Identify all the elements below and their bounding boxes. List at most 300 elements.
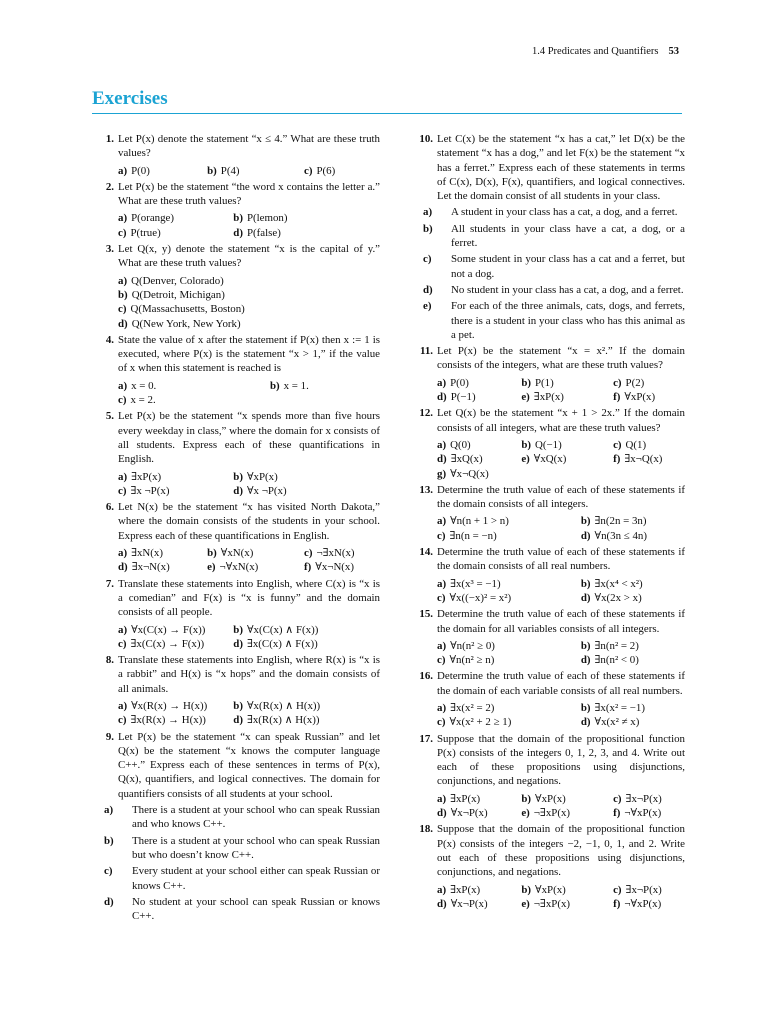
- exercise-number: 2.: [105, 180, 114, 193]
- part-label: c): [118, 394, 127, 407]
- exercise-number: 3.: [105, 243, 114, 256]
- part-text: x = 1.: [283, 379, 309, 392]
- part-label: d): [580, 654, 591, 667]
- part-label: a): [437, 438, 447, 451]
- exercise-item: [415, 132, 685, 342]
- exercise-part: [437, 390, 521, 404]
- part-label: c): [613, 376, 622, 389]
- part-label: b): [207, 547, 217, 560]
- part-text: ∀xQ(x): [533, 453, 567, 466]
- exercise-parts: [118, 379, 380, 408]
- part-text: Q(Detroit, Michigan): [131, 288, 225, 301]
- part-label: b): [521, 376, 531, 389]
- exercise-subpart: [423, 283, 685, 297]
- part-label: b): [521, 883, 531, 896]
- exercise-stem: Determine the truth value of each of these statements if the domain of each variable consists of all real numbers.: [437, 670, 685, 697]
- exercise-parts: [118, 699, 380, 728]
- exercise-part: [437, 438, 521, 452]
- part-text: ¬∀xN(x): [219, 561, 259, 574]
- exercise-part: [118, 379, 270, 393]
- part-label: a): [437, 639, 447, 652]
- part-text: ∃x(R(x) → H(x)): [130, 714, 206, 727]
- exercise-part: [270, 379, 380, 393]
- part-label: c): [613, 438, 622, 451]
- exercise-part: [207, 164, 304, 178]
- part-text: P(4): [220, 164, 240, 177]
- exercise-part: [437, 715, 581, 729]
- exercise-parts: [437, 639, 685, 668]
- exercise-part: [304, 164, 380, 178]
- exercise-item: [96, 333, 380, 407]
- part-text: x = 0.: [131, 379, 157, 392]
- part-text: No student in your class has a cat, a dog, and a ferret.: [451, 283, 684, 296]
- exercise-stem: Translate these statements into English, where R(x) is “x is a rabbit” and H(x) is “x hops” and the domain consists of all animals.: [118, 654, 380, 695]
- part-label: a): [437, 883, 447, 896]
- part-label: d): [118, 317, 128, 330]
- part-text: ∀xP(x): [624, 391, 656, 404]
- exercise-part: [521, 792, 613, 806]
- exercise-part: [613, 883, 685, 897]
- exercise-part: [118, 470, 233, 484]
- part-text: ∃n(n² = 2): [594, 639, 639, 652]
- part-text: ∃x(R(x) ∧ H(x)): [246, 714, 320, 727]
- part-label: a): [118, 164, 128, 177]
- part-text: ∀x ¬P(x): [246, 484, 287, 497]
- exercise-stem: Let P(x) be the statement “x = x².” If the domain consists of the integers, what are these truth values?: [437, 345, 685, 372]
- exercise-part: [437, 529, 581, 543]
- exercise-number: 9.: [105, 730, 114, 743]
- exercise-stem: Let P(x) denote the statement “x ≤ 4.” What are these truth values?: [118, 133, 380, 160]
- part-label: b): [233, 470, 243, 483]
- exercise-part: [207, 546, 304, 560]
- exercise-part: [437, 591, 581, 605]
- exercise-subpart: [104, 803, 380, 832]
- exercise-part: [437, 376, 521, 390]
- page-title: Exercises: [92, 88, 168, 109]
- part-label: c): [437, 716, 446, 729]
- title-rule: [92, 113, 682, 114]
- exercise-part: [437, 653, 581, 667]
- part-text: All students in your class have a cat, a dog, or a ferret.: [451, 222, 685, 250]
- page-number: 53: [668, 46, 679, 57]
- exercise-parts: [118, 623, 380, 652]
- exercise-stem: Suppose that the domain of the propositional function P(x) consists of the integers −2, −1, 0, 1, and 2. Write out each of these propositions using disjunctions, conjunctions, and negations.: [437, 823, 685, 879]
- exercise-item: [415, 607, 685, 667]
- part-label: d): [233, 637, 243, 650]
- exercise-item: [96, 653, 380, 727]
- exercise-number: 4.: [105, 333, 114, 346]
- part-text: Q(Massachusetts, Boston): [130, 303, 245, 316]
- part-text: P(2): [625, 376, 645, 389]
- part-text: P(orange): [131, 212, 175, 225]
- exercise-part: [118, 484, 233, 498]
- part-text: ∀x¬P(x): [450, 897, 488, 910]
- part-label: b): [104, 834, 114, 847]
- exercise-part: [233, 699, 380, 713]
- exercise-part: [437, 514, 581, 528]
- part-label: e): [521, 897, 530, 910]
- part-text: A student in your class has a cat, a dog, and a ferret.: [451, 206, 678, 219]
- part-text: P(0): [450, 376, 469, 389]
- section-title: 1.4 Predicates and Quantifiers: [531, 46, 659, 57]
- exercise-number: 14.: [419, 546, 433, 559]
- part-text: P(false): [246, 226, 281, 239]
- part-text: ∀x(C(x) → F(x)): [131, 623, 206, 636]
- exercise-item: [415, 669, 685, 729]
- part-text: ∀n(n² ≥ 0): [450, 639, 495, 652]
- part-label: b): [233, 623, 243, 636]
- exercise-part: [233, 470, 380, 484]
- exercise-subpart: [423, 222, 685, 251]
- exercise-part: [613, 897, 685, 911]
- part-text: ∀x((−x)² = x²): [449, 591, 512, 604]
- part-text: ∃n(n² < 0): [594, 654, 639, 667]
- part-text: ∀x(2x > x): [594, 591, 642, 604]
- exercise-number: 1.: [105, 133, 114, 145]
- exercise-part: [521, 883, 613, 897]
- part-label: e): [423, 300, 432, 313]
- exercise-part: [581, 715, 685, 729]
- part-label: b): [580, 515, 591, 528]
- part-label: b): [269, 379, 280, 392]
- part-text: ∀n(3n ≤ 4n): [594, 529, 647, 542]
- exercise-parts: [437, 577, 685, 606]
- exercise-item: [415, 545, 685, 605]
- exercise-part: [118, 393, 270, 407]
- exercise-parts: [437, 883, 685, 912]
- exercise-part: [118, 274, 380, 288]
- part-label: c): [437, 591, 446, 604]
- part-label: c): [118, 226, 127, 239]
- part-label: d): [437, 453, 447, 466]
- part-text: ∃xP(x): [533, 391, 564, 404]
- exercise-item: [96, 577, 380, 651]
- exercise-part: [581, 591, 685, 605]
- exercise-parts: [437, 514, 685, 543]
- exercise-stem: Let C(x) be the statement “x has a cat,” let D(x) be the statement “x has a dog,” and let F(x) be the statement “x has a ferret.” Express each of these statements in terms of C(x), D(x), F(x), quantifiers, and logical connectives. Let the domain consist of all students in your class.: [437, 133, 685, 203]
- exercise-parts: [118, 274, 380, 331]
- part-label: e): [521, 807, 530, 820]
- part-label: d): [437, 391, 447, 404]
- exercise-parts: [437, 701, 685, 730]
- exercise-item: [96, 500, 380, 574]
- part-text: ∃n(n = −n): [449, 529, 497, 542]
- part-text: Q(1): [625, 438, 647, 451]
- exercise-number: 18.: [419, 823, 433, 836]
- part-text: ∀x(x² ≠ x): [594, 716, 640, 729]
- exercise-part: [613, 792, 685, 806]
- exercise-part: [437, 897, 521, 911]
- exercise-part: [437, 883, 521, 897]
- exercise-number: 8.: [105, 654, 114, 667]
- part-text: ∀x¬P(x): [450, 807, 488, 820]
- part-label: b): [580, 701, 591, 714]
- exercise-stem: Determine the truth value of each of these statements if the domain for all variables consists of all integers.: [437, 608, 685, 635]
- part-label: b): [521, 792, 531, 805]
- exercise-item: [415, 406, 685, 480]
- part-label: c): [104, 865, 113, 878]
- exercise-part: [613, 376, 685, 390]
- part-text: P(0): [131, 164, 150, 177]
- part-label: e): [521, 453, 530, 466]
- part-label: a): [118, 623, 128, 636]
- part-label: d): [580, 529, 591, 542]
- exercise-subpart: [423, 205, 685, 219]
- exercise-number: 11.: [419, 345, 433, 358]
- exercise-number: 13.: [419, 483, 433, 496]
- exercise-parts: [118, 164, 380, 178]
- exercise-stem: Let Q(x) be the statement “x + 1 > 2x.” If the domain consists of all integers, what are these truth values?: [437, 407, 685, 434]
- exercise-part: [581, 529, 685, 543]
- exercise-part: [613, 452, 685, 466]
- part-text: x = 2.: [130, 394, 156, 407]
- part-label: d): [580, 591, 591, 604]
- part-label: d): [233, 484, 243, 497]
- part-label: c): [613, 883, 622, 896]
- exercise-part: [581, 577, 685, 591]
- exercise-subpart: [423, 252, 685, 281]
- exercise-subpart: [104, 834, 380, 863]
- part-text: Q(−1): [535, 438, 562, 451]
- part-label: f): [613, 897, 621, 910]
- part-text: Every student at your school either can speak Russian or knows C++.: [132, 865, 380, 892]
- part-text: ∃x(x⁴ < x²): [594, 577, 643, 590]
- exercise-part: [437, 792, 521, 806]
- part-text: ∀xP(x): [535, 883, 566, 896]
- part-label: a): [437, 577, 447, 590]
- part-text: Some student in your class has a cat and a ferret, but not a dog.: [451, 253, 685, 280]
- part-text: ∃x(C(x) → F(x)): [130, 637, 205, 650]
- part-label: b): [521, 438, 531, 451]
- exercise-stem: Let P(x) be the statement “x can speak Russian” and let Q(x) be the statement “x knows the computer language C++.” Express each of these sentences in terms of P(x), Q(x), quantifiers, and logical connectives. The domain for quantifiers consists of all students at your school.: [118, 730, 380, 800]
- part-label: c): [437, 529, 446, 542]
- part-text: ∀x(C(x) ∧ F(x)): [246, 623, 319, 636]
- exercise-part: [233, 637, 380, 651]
- exercise-subpart: [104, 864, 380, 893]
- exercise-subpart: [423, 299, 685, 342]
- exercise-part: [233, 211, 380, 225]
- part-label: b): [118, 288, 128, 301]
- exercise-parts: [437, 792, 685, 821]
- part-label: a): [423, 206, 433, 219]
- exercise-parts: [118, 211, 380, 240]
- exercise-part: [613, 390, 685, 404]
- part-label: d): [580, 716, 591, 729]
- exercise-part: [437, 467, 521, 481]
- exercise-stem: Determine the truth value of each of these statements if the domain consists of all real numbers.: [437, 546, 685, 573]
- exercise-stem: Translate these statements into English, where C(x) is “x is a comedian” and F(x) is “x is funny” and the domain consists of all people.: [118, 577, 380, 619]
- part-label: d): [437, 897, 447, 910]
- exercise-part: [233, 713, 380, 727]
- exercise-part: [437, 452, 521, 466]
- left-column: [96, 132, 380, 925]
- exercise-part: [118, 560, 207, 574]
- part-text: ∃x(x² = −1): [594, 701, 646, 714]
- part-label: c): [423, 253, 432, 266]
- part-label: b): [580, 639, 591, 652]
- right-column: [415, 132, 685, 913]
- part-label: a): [118, 274, 128, 287]
- part-text: P(−1): [450, 391, 476, 404]
- part-label: b): [580, 577, 591, 590]
- exercise-number: 5.: [105, 410, 114, 423]
- part-label: d): [233, 714, 243, 727]
- part-text: Q(Denver, Colorado): [131, 274, 224, 287]
- exercise-parts: [118, 470, 380, 499]
- exercise-part: [581, 701, 685, 715]
- part-label: d): [233, 226, 243, 239]
- part-text: Q(New York, New York): [131, 317, 241, 330]
- part-label: a): [437, 376, 447, 389]
- exercise-number: 12.: [419, 407, 433, 420]
- part-text: P(true): [130, 226, 161, 239]
- part-text: P(6): [316, 164, 336, 177]
- exercise-part: [233, 623, 380, 637]
- part-label: a): [118, 379, 128, 392]
- part-label: a): [104, 804, 114, 817]
- part-label: a): [437, 792, 447, 805]
- part-text: ∀x(x² + 2 ≥ 1): [449, 716, 512, 729]
- exercise-part: [437, 577, 581, 591]
- part-label: f): [613, 453, 621, 466]
- part-label: f): [613, 391, 621, 404]
- part-text: ∀x¬N(x): [315, 561, 355, 574]
- part-text: ∀n(n² ≥ n): [449, 654, 495, 667]
- part-text: ∃xQ(x): [450, 453, 483, 466]
- part-text: ∃x¬N(x): [131, 561, 170, 574]
- part-label: a): [118, 470, 128, 483]
- exercise-parts: [437, 376, 685, 405]
- exercise-part: [437, 806, 521, 820]
- exercise-part: [521, 438, 613, 452]
- part-text: ∃x(x² = 2): [450, 701, 495, 714]
- exercise-stem: Let Q(x, y) denote the statement “x is the capital of y.” What are these truth values?: [118, 243, 380, 270]
- part-text: ¬∃xP(x): [533, 897, 571, 910]
- exercise-stem: Let P(x) be the statement “the word x contains the letter a.” What are these truth values?: [118, 180, 380, 208]
- part-text: P(lemon): [246, 212, 288, 225]
- exercise-part: [521, 806, 613, 820]
- exercise-part: [118, 211, 233, 225]
- part-label: d): [118, 561, 128, 574]
- part-label: c): [304, 547, 313, 560]
- exercise-number: 15.: [419, 608, 433, 621]
- exercise-part: [437, 701, 581, 715]
- part-label: a): [118, 699, 128, 712]
- part-label: d): [437, 807, 447, 820]
- exercise-part: [118, 713, 233, 727]
- part-text: ∃x¬Q(x): [624, 453, 663, 466]
- exercise-item: [415, 483, 685, 543]
- exercise-part: [118, 302, 380, 316]
- part-text: ∃xP(x): [450, 883, 481, 896]
- exercise-stem: State the value of x after the statement if P(x) then x := 1 is executed, where P(x) is the statement “x > 1,” if the value of x when this statement is reached is: [118, 333, 380, 375]
- part-text: ∀xN(x): [220, 547, 254, 560]
- exercise-part: [233, 484, 380, 498]
- exercise-part: [118, 546, 207, 560]
- part-label: g): [437, 467, 447, 480]
- part-text: ¬∃xN(x): [316, 547, 355, 560]
- part-label: d): [423, 283, 433, 296]
- part-label: c): [118, 484, 127, 497]
- part-label: c): [118, 637, 127, 650]
- part-label: c): [118, 303, 127, 316]
- exercise-number: 16.: [419, 670, 433, 683]
- exercise-part: [118, 317, 380, 331]
- exercise-number: 17.: [419, 732, 433, 745]
- part-text: ∃xN(x): [131, 547, 163, 560]
- exercise-part: [118, 637, 233, 651]
- part-text: ∀xP(x): [535, 792, 566, 805]
- exercise-part: [304, 546, 380, 560]
- exercise-number: 6.: [105, 501, 114, 514]
- part-text: ∀n(n + 1 > n): [450, 515, 509, 528]
- exercise-part: [613, 438, 685, 452]
- part-text: ∀x¬Q(x): [450, 467, 489, 480]
- exercise-part: [118, 226, 233, 240]
- exercise-part: [437, 639, 581, 653]
- exercise-stem: Let P(x) be the statement “x spends more than five hours every weekday in class,” where the domain for x consists of all students. Express each of these quantifications in English.: [118, 410, 380, 466]
- part-label: d): [104, 895, 114, 908]
- part-label: a): [118, 547, 128, 560]
- exercise-item: [96, 180, 380, 240]
- part-text: No student at your school can speak Russian or knows C++.: [132, 895, 380, 923]
- part-label: b): [233, 212, 243, 225]
- exercise-part: [207, 560, 304, 574]
- part-text: ∃x ¬P(x): [130, 484, 170, 497]
- part-text: For each of the three animals, cats, dogs, and ferrets, there is a student in your class who has this animal as a pet.: [451, 300, 685, 341]
- part-text: ¬∀xP(x): [624, 807, 662, 820]
- exercise-parts: [437, 438, 685, 481]
- part-label: c): [437, 654, 446, 667]
- exercise-item: [96, 730, 380, 924]
- part-text: ∃x¬P(x): [625, 883, 662, 896]
- part-label: b): [233, 699, 243, 712]
- part-text: P(1): [535, 376, 554, 389]
- part-label: a): [118, 212, 128, 225]
- exercise-item: [415, 822, 685, 911]
- part-text: There is a student at your school who can speak Russian and who knows C++.: [132, 804, 380, 831]
- exercise-stem: Let N(x) be the statement “x has visited North Dakota,” where the domain consists of the students in your school. Express each of these quantifications in English.: [118, 501, 380, 542]
- part-text: ∃x¬P(x): [625, 792, 662, 805]
- exercise-part: [521, 452, 613, 466]
- exercise-part: [521, 376, 613, 390]
- part-label: b): [423, 222, 433, 235]
- exercise-subpart: [104, 895, 380, 924]
- part-label: f): [613, 807, 621, 820]
- part-text: ∃n(2n = 3n): [594, 515, 647, 528]
- part-label: a): [437, 515, 447, 528]
- part-text: ∃xP(x): [131, 470, 162, 483]
- part-text: ¬∀xP(x): [624, 897, 662, 910]
- part-text: ¬∃xP(x): [533, 807, 571, 820]
- exercise-number: 10.: [419, 133, 433, 145]
- part-label: e): [207, 561, 216, 574]
- part-text: There is a student at your school who can speak Russian but who doesn’t know C++.: [132, 834, 380, 861]
- part-label: f): [304, 561, 312, 574]
- exercise-item: [96, 409, 380, 498]
- exercise-parts: [118, 546, 380, 575]
- exercise-part: [304, 560, 380, 574]
- part-text: ∃x(x³ = −1): [450, 577, 501, 590]
- part-label: c): [613, 792, 622, 805]
- part-text: ∀xP(x): [246, 470, 278, 483]
- part-label: c): [304, 164, 313, 177]
- exercise-item: [415, 344, 685, 404]
- exercise-part: [233, 226, 380, 240]
- exercise-part: [521, 390, 613, 404]
- exercise-part: [118, 164, 207, 178]
- exercise-part: [581, 639, 685, 653]
